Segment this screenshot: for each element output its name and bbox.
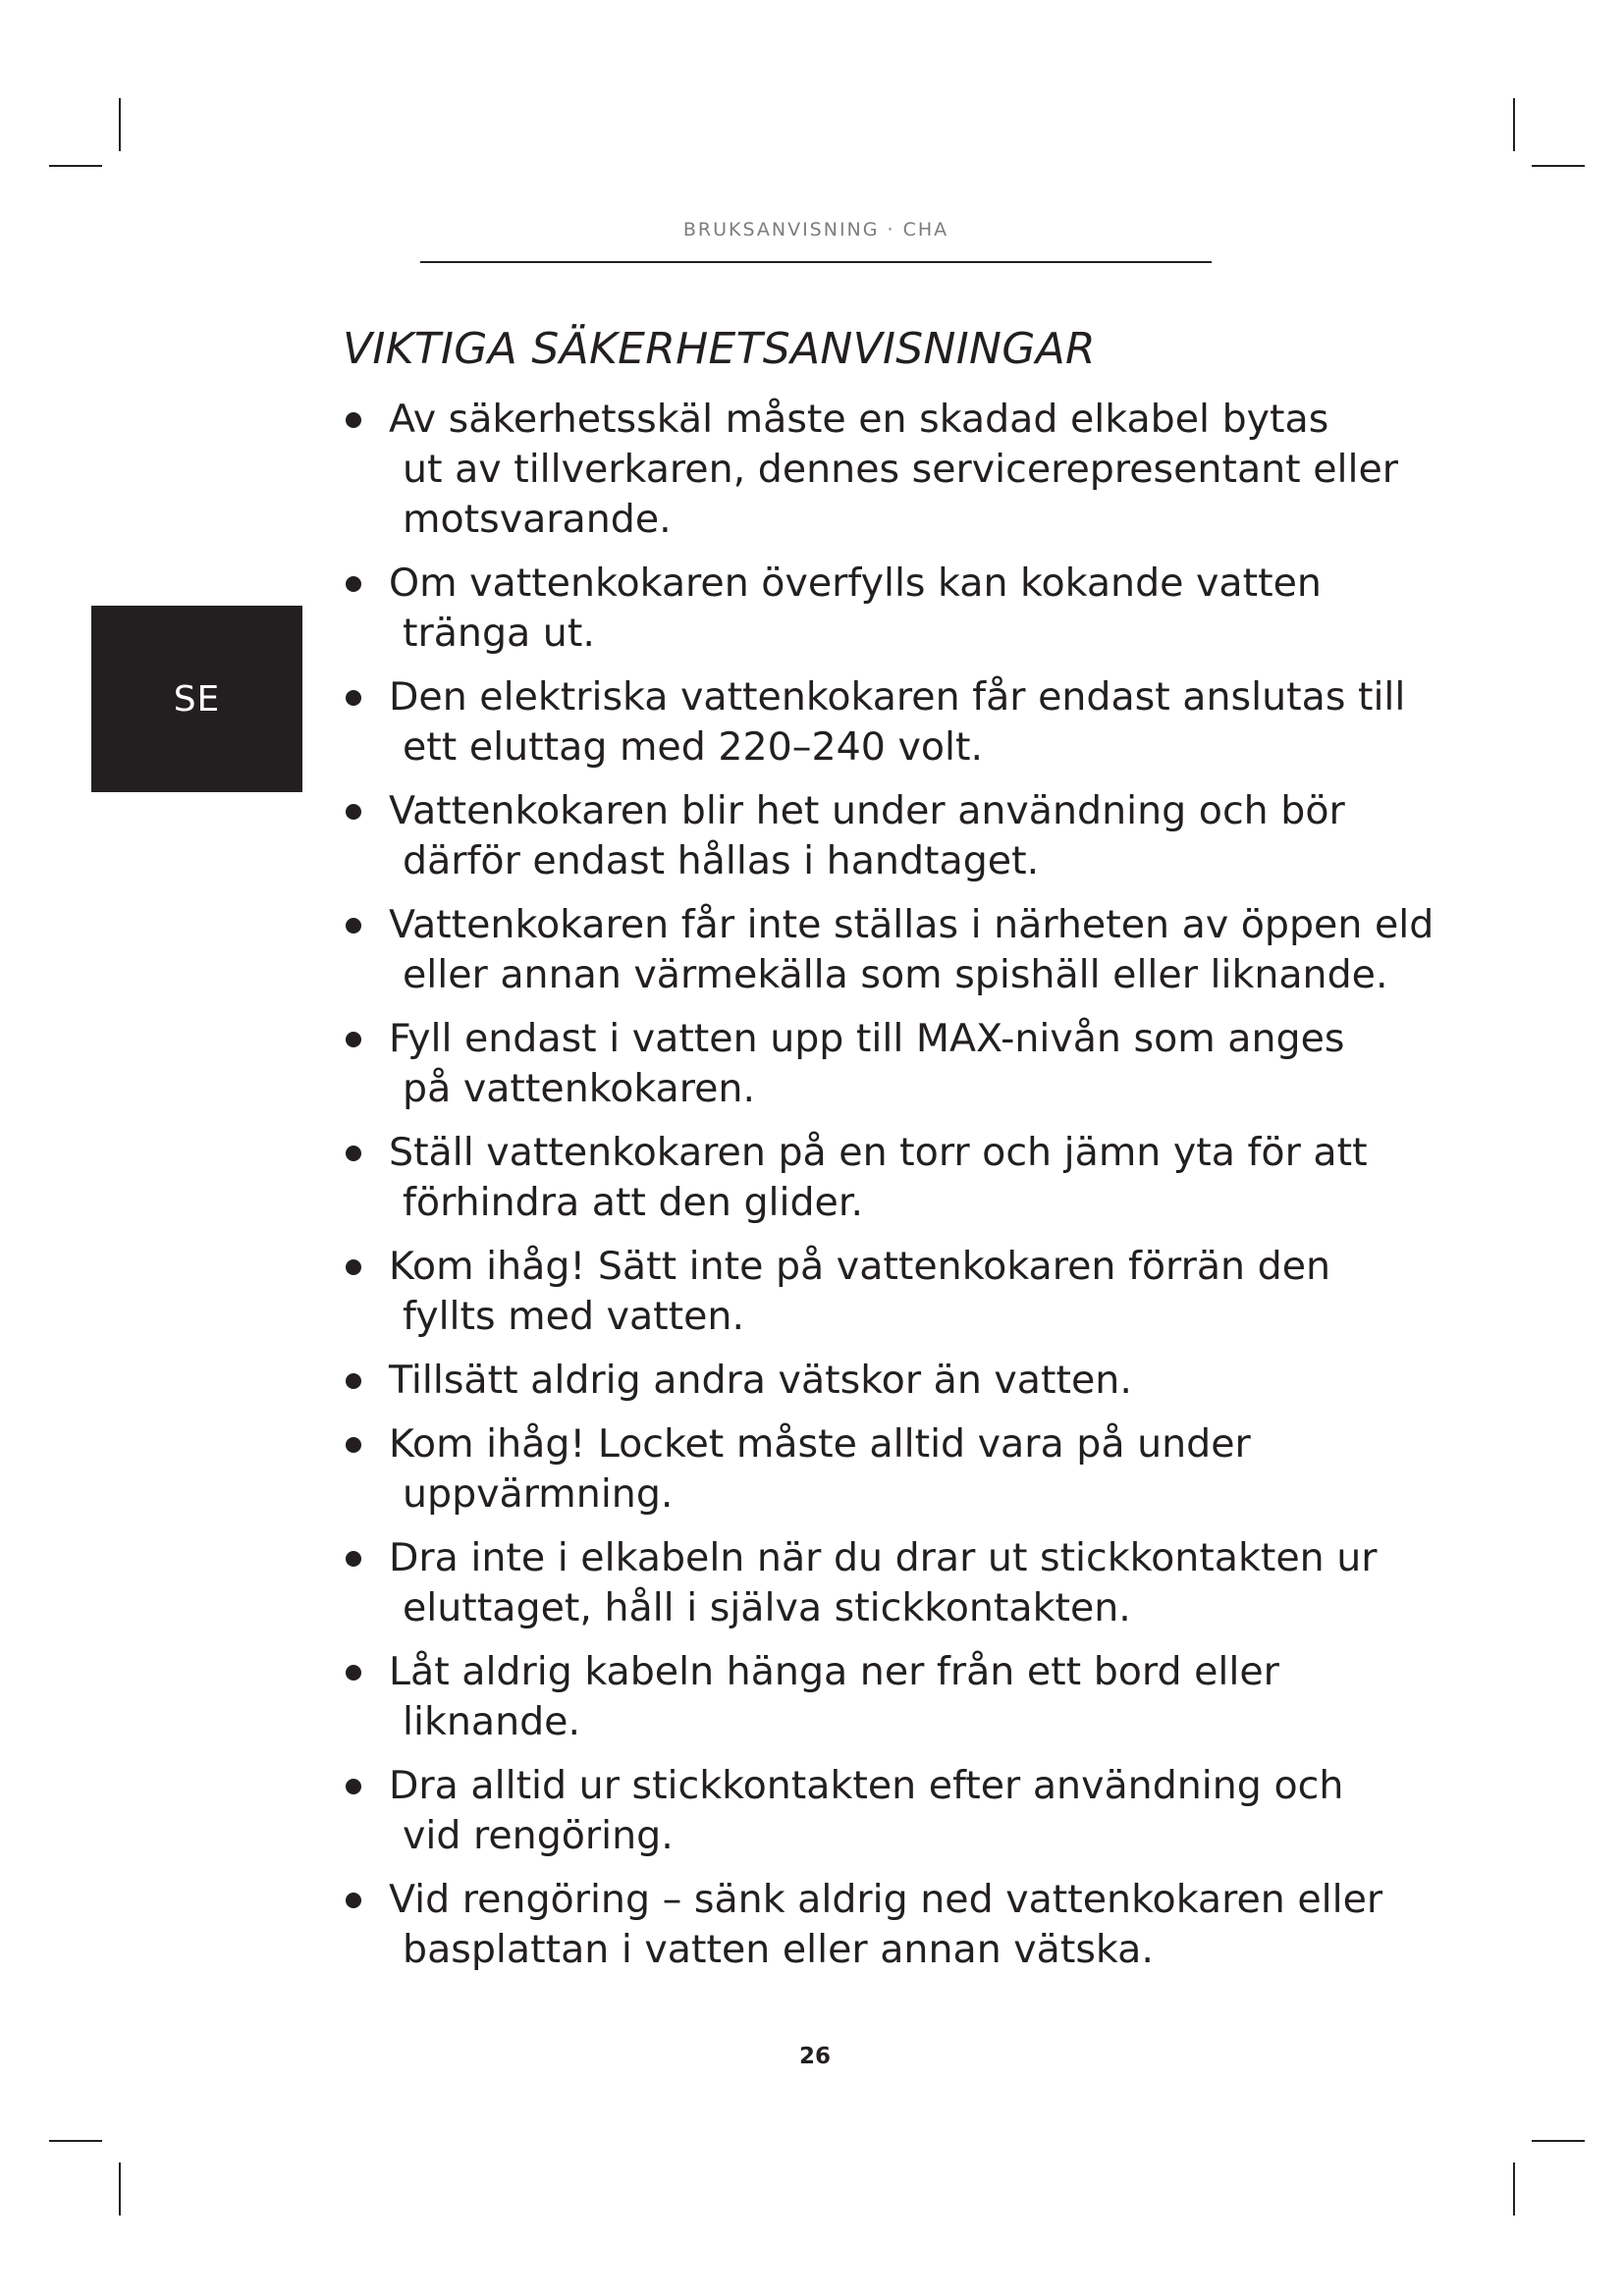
list-item: Av säkerhetsskäl måste en skadad elkabel bytas ut av tillverkaren, dennes servicerepresentant eller motsvarande.	[343, 395, 1452, 545]
list-item: Kom ihåg! Locket måste alltid vara på under uppvärmning.	[343, 1419, 1452, 1520]
bullet-icon	[346, 918, 361, 934]
crop-mark-bottom-right-vertical	[1513, 2163, 1515, 2216]
list-item: Den elektriska vattenkokaren får endast anslutas till ett eluttag med 220–240 volt.	[343, 672, 1452, 773]
bullet-icon	[346, 1893, 361, 1908]
list-item: Vid rengöring – sänk aldrig ned vattenkokaren eller basplattan i vatten eller annan vätska.	[343, 1875, 1452, 1975]
running-header: BRUKSANVISNING · CHA	[682, 219, 949, 240]
bullet-icon	[346, 412, 361, 428]
bullet-icon	[346, 1259, 361, 1275]
list-item: Dra inte i elkabeln när du drar ut stickkontakten ur eluttaget, håll i själva stickkontakten.	[343, 1533, 1452, 1633]
bullet-icon	[346, 576, 361, 592]
list-item: Tillsätt aldrig andra vätskor än vatten.	[343, 1356, 1452, 1406]
crop-mark-bottom-left-horizontal	[49, 2140, 102, 2142]
bullet-icon	[346, 1551, 361, 1567]
list-item: Vattenkokaren blir het under användning och bör därför endast hållas i handtaget.	[343, 786, 1452, 886]
bullet-icon	[346, 1779, 361, 1794]
bullet-icon	[346, 1032, 361, 1047]
crop-mark-top-right-horizontal	[1532, 165, 1585, 167]
language-tab-label: SE	[173, 678, 221, 720]
crop-mark-top-left-horizontal	[49, 165, 102, 167]
language-tab	[91, 606, 302, 792]
list-item: Fyll endast i vatten upp till MAX-nivån som anges på vattenkokaren.	[343, 1014, 1452, 1114]
bullet-icon	[346, 1146, 361, 1161]
crop-mark-top-right-vertical	[1513, 98, 1515, 151]
bullet-icon	[346, 804, 361, 820]
crop-mark-bottom-left-vertical	[119, 2163, 121, 2216]
bullet-icon	[346, 1373, 361, 1389]
bullet-icon	[346, 690, 361, 706]
list-item: Om vattenkokaren överfylls kan kokande vatten tränga ut.	[343, 559, 1452, 659]
section-title: VIKTIGA SÄKERHETSANVISNINGAR	[343, 324, 1096, 374]
list-item: Vattenkokaren får inte ställas i närheten av öppen eld eller annan värmekälla som spishäll eller liknande.	[343, 900, 1452, 1000]
safety-instructions-list	[343, 395, 1452, 1989]
crop-mark-top-left-vertical	[119, 98, 121, 151]
list-item: Låt aldrig kabeln hänga ner från ett bord eller liknande.	[343, 1647, 1452, 1747]
bullet-icon	[346, 1437, 361, 1453]
bullet-icon	[346, 1665, 361, 1681]
header-rule	[420, 261, 1212, 263]
crop-mark-bottom-right-horizontal	[1532, 2140, 1585, 2142]
page-number: 26	[798, 2044, 831, 2069]
list-item: Kom ihåg! Sätt inte på vattenkokaren förrän den fyllts med vatten.	[343, 1242, 1452, 1342]
list-item: Ställ vattenkokaren på en torr och jämn yta för att förhindra att den glider.	[343, 1128, 1452, 1228]
list-item: Dra alltid ur stickkontakten efter användning och vid rengöring.	[343, 1761, 1452, 1861]
